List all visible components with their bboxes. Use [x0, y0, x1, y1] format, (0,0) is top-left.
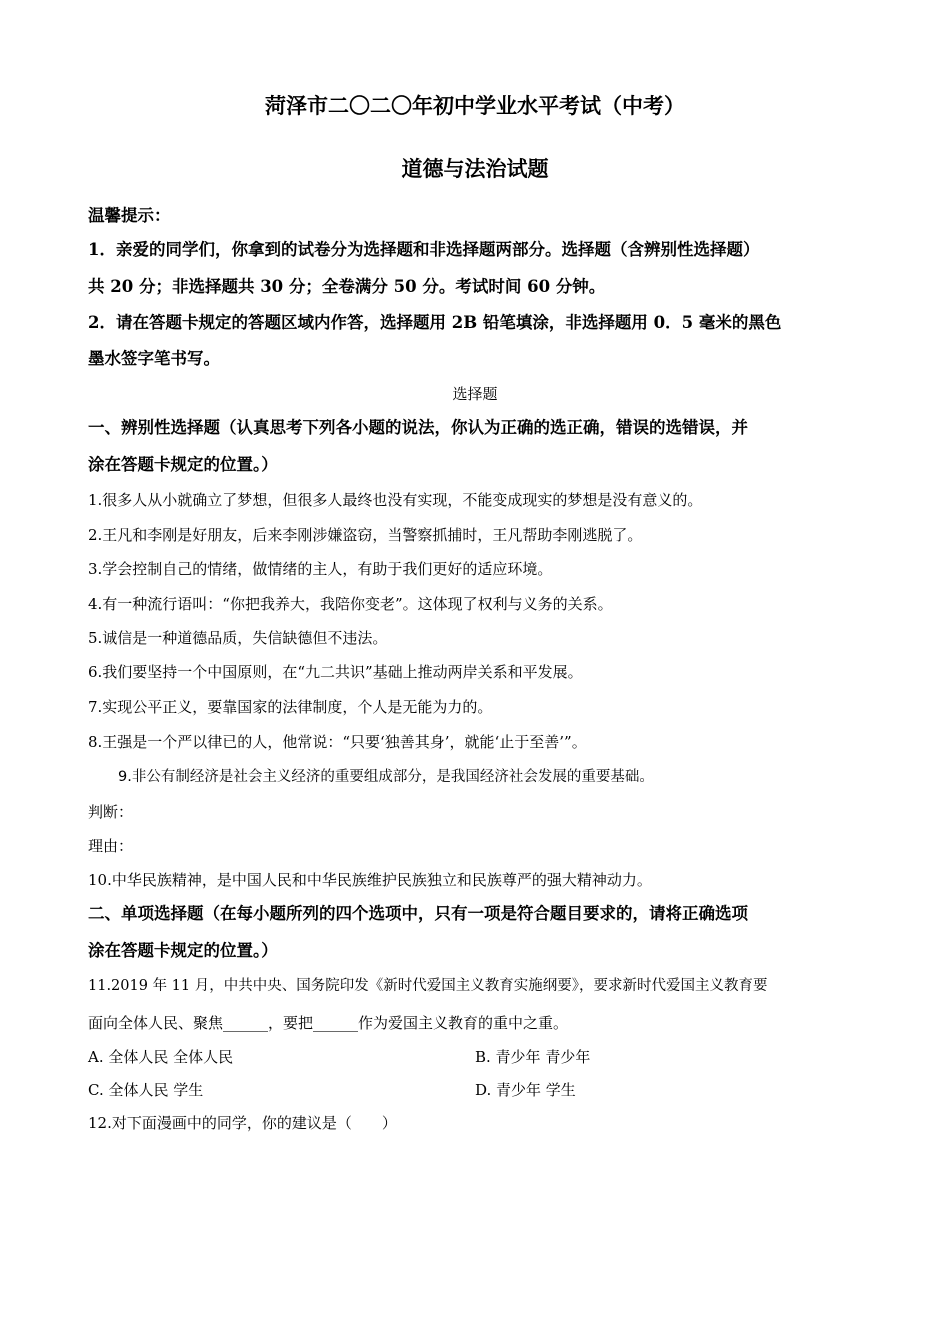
question-1: 1.很多人从小就确立了梦想，但很多人最终也没有实现，不能变成现实的梦想是没有意义的。: [88, 491, 703, 509]
question-12: 12.对下面漫画中的同学，你的建议是（ ）: [88, 1114, 397, 1132]
question-2: 2.王凡和李刚是好朋友，后来李刚涉嫌盗窃，当警察抓捕时，王凡帮助李刚逃脱了。: [88, 526, 643, 544]
part2-heading-line-2: 涂在答题卡规定的位置。）: [88, 941, 278, 960]
question-3: 3.学会控制自己的情绪，做情绪的主人，有助于我们更好的适应环境。: [88, 560, 553, 578]
question-7: 7.实现公平正义，要靠国家的法律制度，个人是无能为力的。: [88, 698, 493, 716]
exam-subtitle: 道德与法治试题: [401, 156, 549, 181]
tips-line-1: 1．亲爱的同学们，你拿到的试卷分为选择题和非选择题两部分。选择题（含辨别性选择题）: [88, 240, 760, 259]
part2-heading-line-1: 二、单项选择题（在每小题所列的四个选项中，只有一项是符合题目要求的，请将正确选项: [88, 904, 748, 923]
judge-label: 判断：: [88, 803, 134, 821]
question-5: 5.诚信是一种道德品质，失信缺德但不违法。: [88, 629, 388, 647]
question-11-line-1: 11.2019 年 11 月，中共中央、国务院印发《新时代爱国主义教育实施纲要》，要求新时代爱国主义教育要: [88, 978, 768, 994]
part1-heading-line-1: 一、辨别性选择题（认真思考下列各小题的说法，你认为正确的选正确，错误的选错误，并: [88, 418, 748, 437]
option-b: B. 青少年 青少年: [475, 1048, 591, 1066]
part1-heading-line-2: 涂在答题卡规定的位置。）: [88, 455, 278, 474]
question-10: 10.中华民族精神，是中国人民和中华民族维护民族独立和民族尊严的强大精神动力。: [88, 871, 652, 889]
question-8: 8.王强是一个严以律已的人，他常说：“只要‘独善其身’，就能‘止于至善’”。: [88, 733, 587, 751]
exam-title: 菏泽市二〇二〇年初中学业水平考试（中考）: [265, 93, 685, 118]
option-d: D. 青少年 学生: [475, 1081, 576, 1099]
tips-label: 温馨提示：: [88, 206, 171, 225]
question-4: 4.有一种流行语叫：“你把我养大，我陪你变老”。这体现了权利与义务的关系。: [88, 595, 613, 613]
tips-line-4: 墨水签字笔书写。: [88, 349, 220, 368]
question-6: 6.我们要坚持一个中国原则，在“九二共识”基础上推动两岸关系和平发展。: [88, 663, 583, 681]
question-9: 9.非公有制经济是社会主义经济的重要组成部分，是我国经济社会发展的重要基础。: [118, 769, 654, 785]
tips-line-2: 共 20 分；非选择题共 30 分；全卷满分 50 分。考试时间 60 分钟。: [88, 277, 606, 296]
reason-label: 理由：: [88, 837, 134, 855]
option-c: C. 全体人民 学生: [88, 1081, 204, 1099]
question-11-line-2: 面向全体人民、聚焦______，要把______作为爱国主义教育的重中之重。: [88, 1014, 569, 1032]
option-a: A. 全体人民 全体人民: [88, 1048, 234, 1066]
section-heading: 选择题: [452, 385, 498, 403]
tips-line-3: 2．请在答题卡规定的答题区域内作答，选择题用 2B 铅笔填涂，非选择题用 0．5 毫米的黑色: [88, 313, 782, 332]
